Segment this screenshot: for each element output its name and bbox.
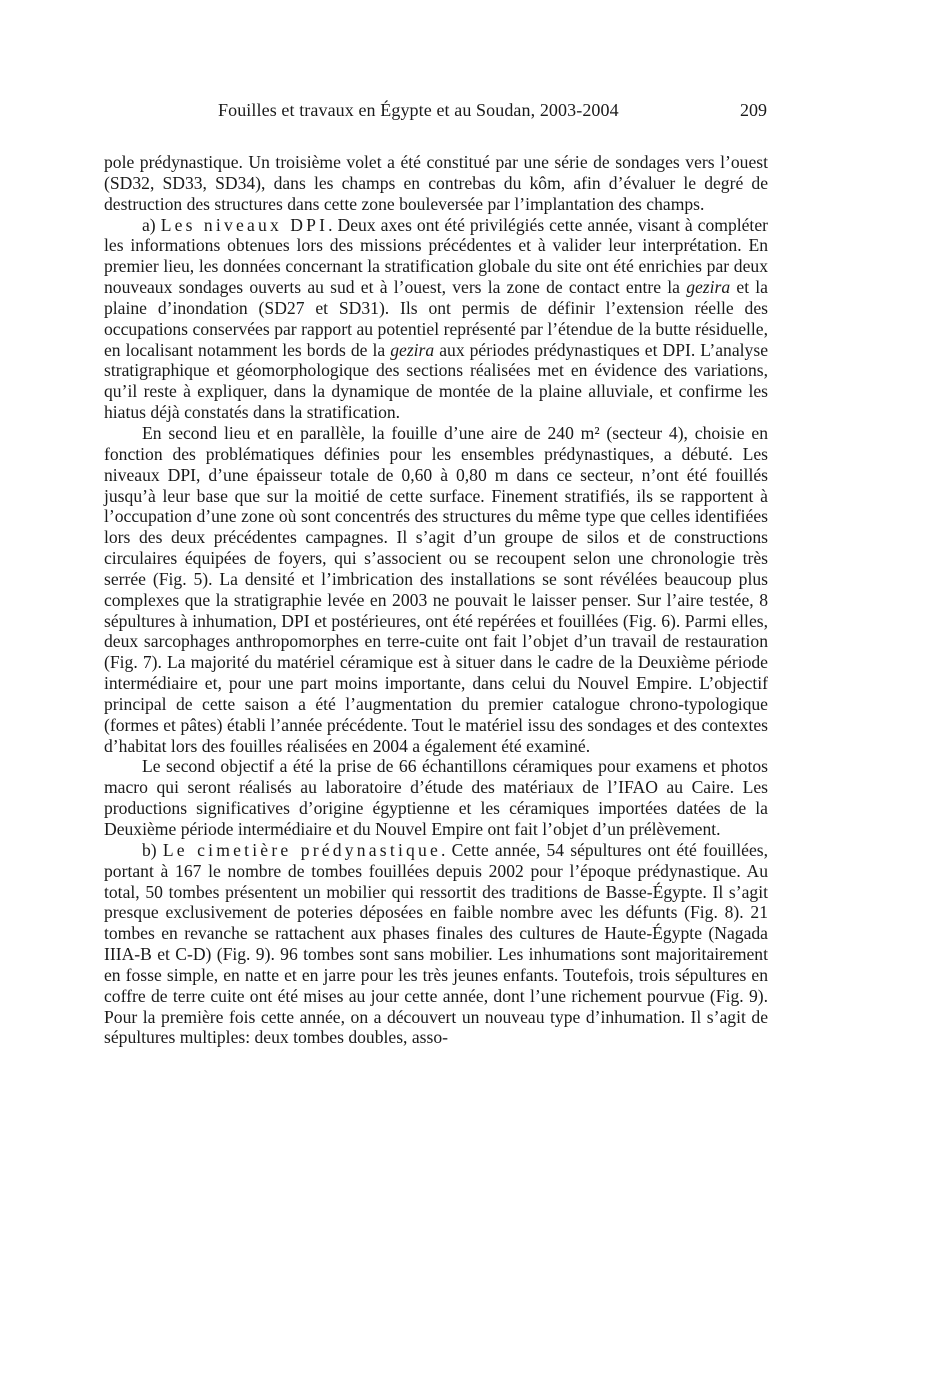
paragraph-2	[104, 215, 768, 423]
page-number: 209	[740, 100, 767, 120]
paragraph-1: pole prédynastique. Un troisième volet a été constitué par une série de sondages vers l’ouest (SD32, SD33, SD34), dans les champs en contrebas du kôm, afin d’évaluer le degré de destruction des structures dans cette zone bouleversée par l’implantation des champs.	[104, 152, 768, 214]
running-header	[0, 100, 937, 124]
section-heading-cimetiere: Le cimetière prédynastique	[162, 839, 442, 860]
term-gezira: gezira	[686, 277, 731, 298]
paragraph-5	[104, 840, 768, 1048]
running-title: Fouilles et travaux en Égypte et au Soudan, 2003-2004	[218, 100, 619, 120]
body-text	[104, 152, 768, 1048]
section-heading-niveaux-dpi: Les niveaux DPI	[160, 214, 329, 235]
paragraph-3: En second lieu et en parallèle, la fouille d’une aire de 240 m² (secteur 4), choisie en fonction des problématiques définies pour les ensembles prédynastiques, a débuté. Les niveaux DPI, d’une épaisseur totale de 0,60 à 0,80 m dans ce secteur, n’ont été fouillés jusqu’à leur base que sur la moitié de cette surface. Finement stratifiés, ils se rapportent à l’occupation d’une zone où sont concentrés des structures du même type que celles identifiées lors des deux précédentes campagnes. Il s’agit d’un groupe de silos et de constructions circulaires équipées de foyers, qui s’associent ou se recoupent selon une chronologie très serrée (Fig. 5). La densité et l’imbrication des installations se sont révélées beaucoup plus complexes que la stratigraphie levée en 2003 ne pouvait le laisser penser. Sur l’aire testée, 8 sépultures à inhumation, DPI et postérieures, ont été repérées et fouillées (Fig. 6). Parmi elles, deux sarcophages anthropomorphes en terre-cuite ont fait l’objet d’un travail de restauration (Fig. 7). La majorité du matériel céramique est à situer dans le cadre de la Deuxième période intermédiaire et, pour une part moins importante, dans celui du Nouvel Empire. L’objectif principal de cette saison a été l’augmentation du premier catalogue chrono-typologique (formes et pâtes) établi l’année précédente. Tout le matériel issu des sondages et des contextes d’habitat lors des fouilles réalisées en 2004 a également été examiné.	[104, 422, 768, 756]
section-marker-a: a)	[142, 214, 156, 235]
paragraph-2-text-2: et la plaine d’inondation (SD27 et SD31). Ils ont permis de définir l’extension réelle des occupations conservées par rapport au potentiel représenté par l’étendue de la butte résiduelle, en localisant notamment les bords de la	[104, 277, 768, 360]
paragraph-4: Le second objectif a été la prise de 66 échantillons céramiques pour examens et photos macro qui seront réalisés au laboratoire d’étude des matériaux de l’IFAO au Caire. Les productions significatives d’origine égyptienne et les céramiques importées datées de la Deuxième période intermédiaire et du Nouvel Empire ont fait l’objet d’un prélèvement.	[104, 756, 768, 839]
paragraph-5-text-1: . Cette année, 54 sépultures ont été fouillées, portant à 167 le nombre de tombes fouillées depuis 2002 pour l’époque prédynastique. Au total, 50 tombes présentent un mobilier qui ressortit des traditions de Basse-Égypte. Il s’agit presque exclusivement de poteries déposées en faible nombre avec les défunts (Fig. 8). 21 tombes en revanche se rattachent aux phases finales des cultures de Haute-Égypte (Nagada IIIA-B et C-D) (Fig. 9). 96 tombes sont sans mobilier. Les inhumations sont majoritairement en fosse simple, en natte et en jarre pour les très jeunes enfants. Toutefois, trois sépultures en coffre de terre cuite ont été mises au jour cette année, dont l’une richement pourvue (Fig. 9). Pour la première fois cette année, on a découvert un nouveau type d’inhumation. Il s’agit de sépultures multiples: deux tombes doubles, asso-	[104, 839, 769, 1048]
paragraph-2-text-3: aux périodes prédynastiques et DPI. L’analyse stratigraphique et géomorphologique des sections réalisées met en évidence des variations, qu’il reste à expliquer, dans la dynamique de montée de la plaine alluviale, et confirme les hiatus déjà constatés dans la stratification.	[104, 339, 769, 423]
term-gezira: gezira	[390, 339, 435, 360]
section-marker-b: b)	[142, 839, 157, 860]
paragraph-2-text-1: . Deux axes ont été privilégiés cette année, visant à compléter les informations obtenues lors des missions précédentes et à valider leur interprétation. En premier lieu, les données concernant la stratification globale du site ont été enrichies par deux nouveaux sondages ouverts au sud et à l’ouest, vers la zone de contact entre la	[104, 214, 768, 298]
